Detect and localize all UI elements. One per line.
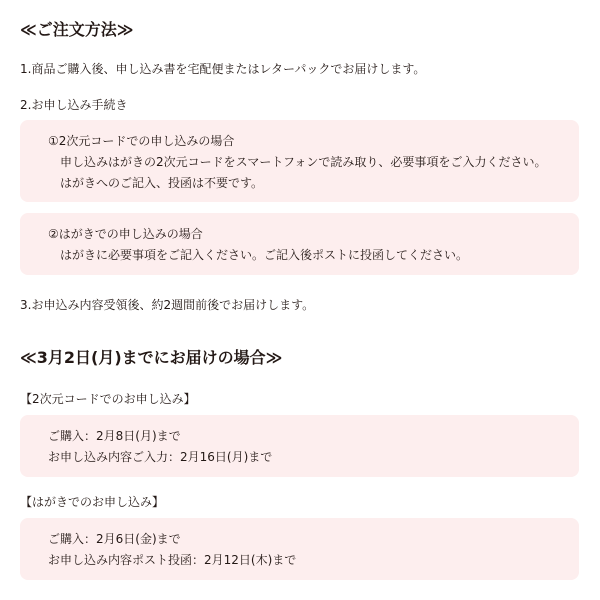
method-2-box [20,213,579,275]
postcard-purchase-deadline: ご購入：2月6日(金)まで [48,532,181,546]
step-1-text: 1.商品ご購入後、申し込み書を宅配便またはレターパックでお届けします。 [20,62,426,76]
method-1-line-2: はがきへのご記入、投函は不要です。 [60,176,264,190]
step-3-text: 3.お申込み内容受領後、約2週間前後でお届けします。 [20,298,315,312]
method-1-box [20,120,579,202]
method-1-line-1: 申し込みはがきの2次元コードをスマートフォンで読み取り、必要事項をご入力ください。 [60,155,547,169]
postcard-mail-deadline: お申し込み内容ポスト投函：2月12日(木)まで [48,553,297,567]
code-application-label: 【2次元コードでのお申し込み】 [20,392,196,406]
method-2-line-1: はがきに必要事項をご記入ください。ご記入後ポストに投函してください。 [60,248,469,262]
postcard-application-label: 【はがきでのお申し込み】 [20,495,165,509]
code-purchase-deadline: ご購入：2月8日(月)まで [48,429,181,443]
order-method-heading: ≪ご注文方法≫ [20,20,134,39]
method-1-title: ①2次元コードでの申し込みの場合 [48,134,235,148]
method-2-title: ②はがきでの申し込みの場合 [48,227,203,241]
step-2-text: 2.お申し込み手続き [20,98,128,112]
postcard-deadline-box [20,518,579,580]
code-input-deadline: お申し込み内容ご入力：2月16日(月)まで [48,450,273,464]
code-deadline-box [20,415,579,477]
delivery-deadline-heading: ≪3月2日(月)までにお届けの場合≫ [20,348,283,367]
